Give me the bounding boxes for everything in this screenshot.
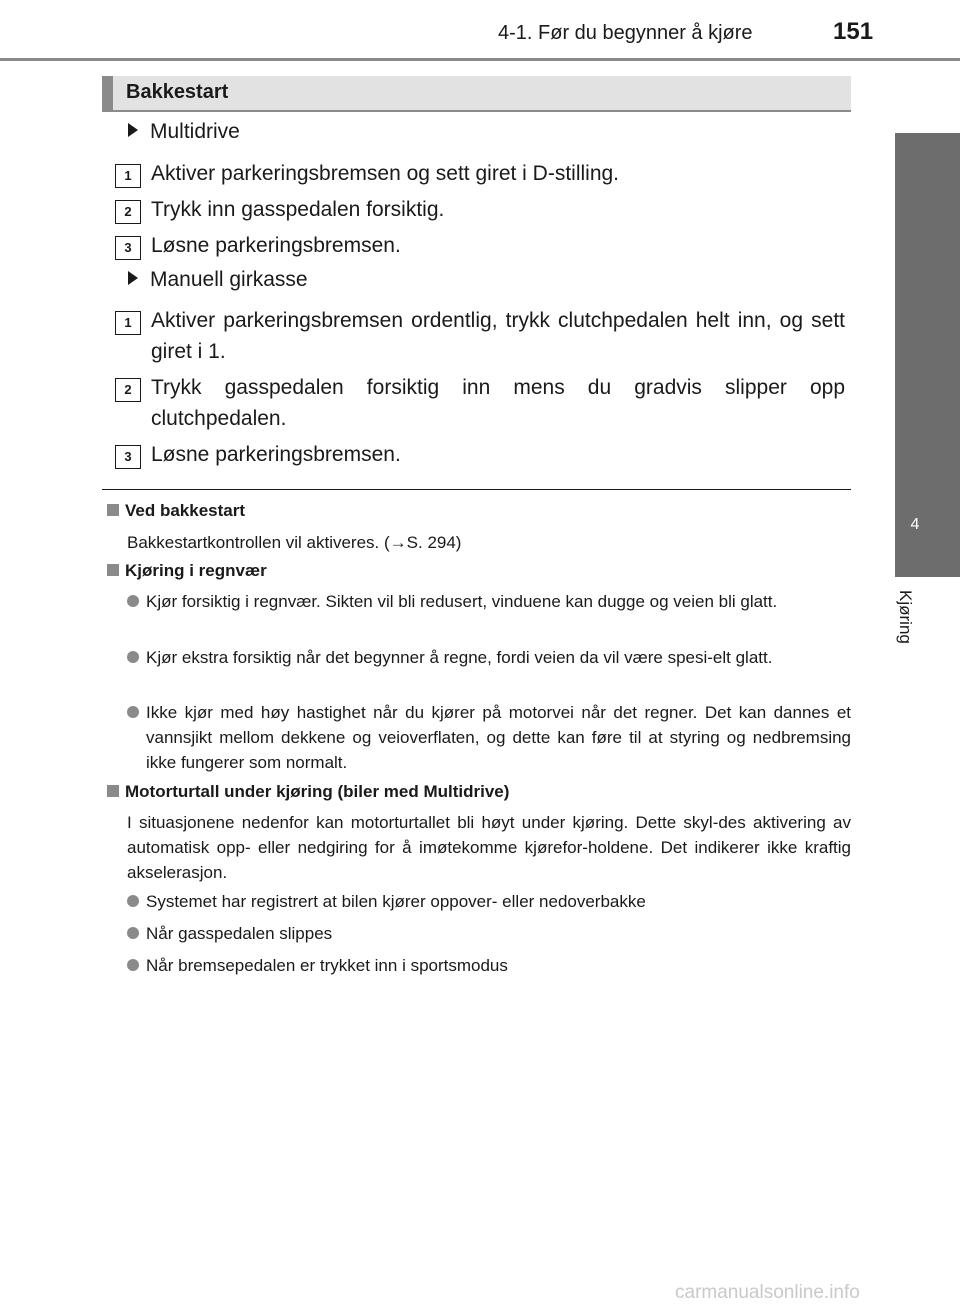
note-text: I situasjonene nedenfor kan motorturtallet bli høyt under kjøring. Dette skyl-des aktivering av automatisk opp- eller nedgiring for å imøtekomme kjørefor-holdene. Det indikerer ikke kraftig akselerasjon. [127, 813, 851, 882]
note-heading: Ved bakkestart [107, 501, 245, 521]
note-heading: Kjøring i regnvær [107, 561, 267, 581]
step-text: Løsne parkeringsbremsen. [151, 234, 401, 257]
triangle-icon [128, 271, 138, 285]
circle-bullet-icon [127, 706, 139, 718]
circle-bullet-icon [127, 651, 139, 663]
step-number: 3 [115, 236, 141, 260]
step-text: Trykk inn gasspedalen forsiktig. [151, 198, 445, 221]
step-number: 3 [115, 445, 141, 469]
subheading-multidrive: Multidrive [128, 120, 240, 144]
page-number: 151 [833, 18, 874, 45]
step-number: 2 [115, 200, 141, 224]
step-number: 1 [115, 311, 141, 335]
section-title: 4-1. Før du begynner å kjøre [498, 22, 753, 44]
circle-bullet-icon [127, 895, 139, 907]
watermark: carmanualsonline.info [675, 1282, 860, 1303]
circle-bullet-icon [127, 927, 139, 939]
triangle-icon [128, 123, 138, 137]
square-bullet-icon [107, 564, 119, 576]
square-bullet-icon [107, 504, 119, 516]
step-text: Løsne parkeringsbremsen. [151, 443, 401, 466]
step-text: Aktiver parkeringsbremsen og sett giret i D-stilling. [151, 162, 620, 185]
section-divider [102, 489, 851, 490]
circle-bullet-icon [127, 959, 139, 971]
chapter-label: Kjøring [896, 590, 915, 644]
chapter-number: 4 [910, 516, 920, 533]
step-number: 1 [115, 164, 141, 188]
step-text: Trykk gasspedalen forsiktig inn mens du gradvis slipper opp clutchpedalen. [151, 376, 845, 430]
note-text: Bakkestartkontrollen vil aktiveres. (→S. 294) [127, 533, 462, 552]
circle-bullet-icon [127, 595, 139, 607]
square-bullet-icon [107, 785, 119, 797]
step-number: 2 [115, 378, 141, 402]
subheading-manual: Manuell girkasse [128, 268, 308, 292]
note-heading: Motorturtall under kjøring (biler med Multidrive) [107, 782, 509, 802]
box-title: Bakkestart [126, 81, 229, 103]
step-text: Aktiver parkeringsbremsen ordentlig, trykk clutchpedalen helt inn, og sett giret i 1. [151, 309, 845, 363]
content: Multidrive 1 Aktiver parkeringsbremsen og sett giret i D-stilling. 2 Trykk inn gasspedalen forsiktig. 3 Løsne parkeringsbremsen. Manuell girkasse 1 Aktiver parkeringsbremsen ordentlig, trykk clutchpedalen helt inn, og sett giret i 1. 2 Trykk gasspedalen forsiktig inn mens du gradvis slipper opp clutchpedalen. 3 Løsne parkeringsbremsen. Ved bakkestart Bakkestartkontrollen vil aktiveres. (→S. 294) Kjøring i regnvær Kjør forsiktig i regnvær. Sikten vil bli redusert, vinduene kan dugge og veien bli glatt. Kjør ekstra forsiktig når det begynner å regne, fordi veien da vil være spesi-elt glatt. Ikke kjør med høy hastighet når du kjører på motorvei når det regner. Det kan dannes et vannsjikt mellom dekkene og veioverflaten, og dette kan føre til at styring og nedbremsing ikke fungerer som normalt. Motorturtall under kjøring (biler med Multidrive) I situasjonene nedenfor kan motorturtallet bli høyt under kjøring. Dette skyl-des aktivering av automatisk opp- eller nedgiring for å imøtekomme kjørefor-holdene. Det indikerer ikke kraftig akselerasjon. Systemet har registrert at bilen kjører oppover- eller nedoverbakke Når gasspedalen slippes Når bremsepedalen er trykket inn i sportsmodus [0, 0, 960, 1311]
